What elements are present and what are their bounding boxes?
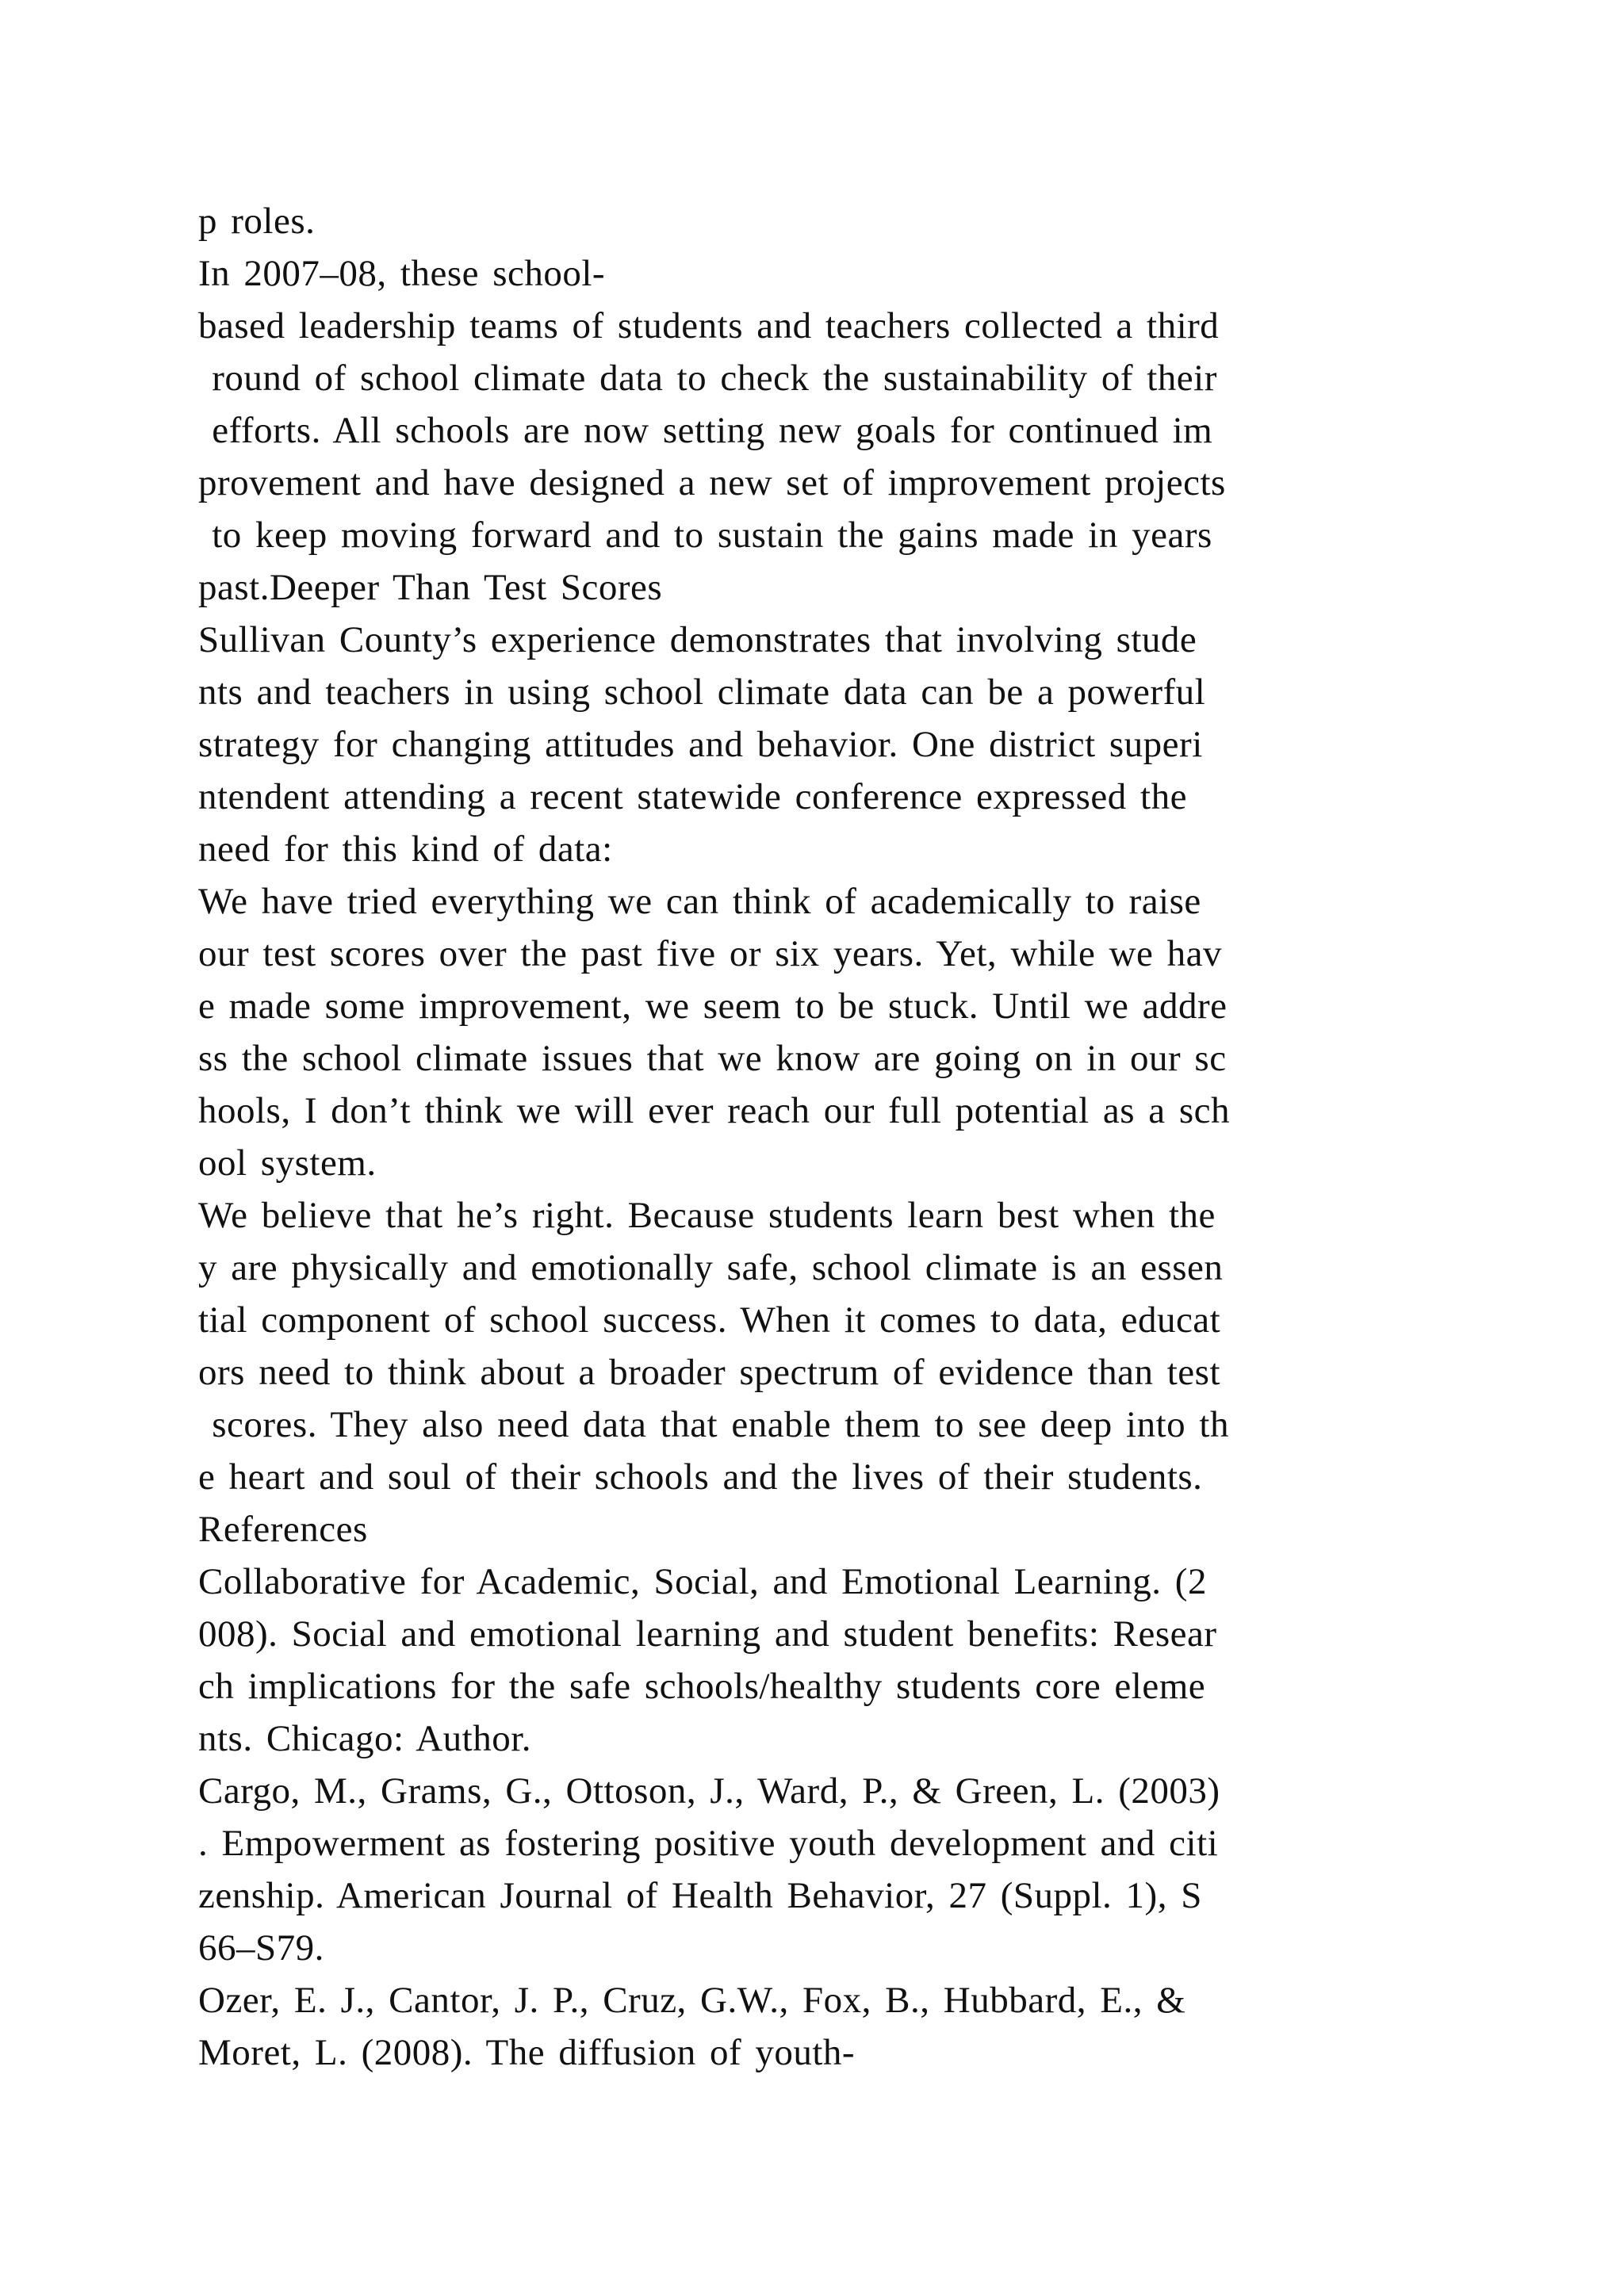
text-line: efforts. All schools are now setting new goals for continued im xyxy=(198,410,1213,451)
reference-line: Moret, L. (2008). The diffusion of youth- xyxy=(198,2032,856,2073)
reference-line: Collaborative for Academic, Social, and Emotional Learning. (2 xyxy=(198,1561,1207,1602)
text-line: We believe that he’s right. Because students learn best when the xyxy=(198,1195,1216,1236)
reference-line: . Empowerment as fostering positive youth development and citi xyxy=(198,1823,1219,1864)
reference-line: zenship. American Journal of Health Behavior, 27 (Suppl. 1), S xyxy=(198,1875,1202,1916)
text-line: to keep moving forward and to sustain the gains made in years xyxy=(198,515,1212,556)
text-line: ors need to think about a broader spectrum of evidence than test xyxy=(198,1352,1221,1393)
section-heading-line: past.Deeper Than Test Scores xyxy=(198,567,663,608)
text-line: nts and teachers in using school climate data can be a powerful xyxy=(198,672,1206,713)
quote-line: hools, I don’t think we will ever reach our full potential as a sch xyxy=(198,1090,1231,1131)
text-line: need for this kind of data: xyxy=(198,828,613,870)
text-line: round of school climate data to check the sustainability of their xyxy=(198,358,1217,399)
text-line: Sullivan County’s experience demonstrates that involving stude xyxy=(198,619,1197,660)
text-line: y are physically and emotionally safe, school climate is an essen xyxy=(198,1247,1224,1288)
references-heading: References xyxy=(198,1509,368,1550)
quote-line: ss the school climate issues that we know are going on in our sc xyxy=(198,1038,1227,1079)
text-line: scores. They also need data that enable them to see deep into th xyxy=(198,1404,1229,1445)
quote-line: We have tried everything we can think of academically to raise xyxy=(198,881,1201,922)
reference-line: nts. Chicago: Author. xyxy=(198,1718,531,1759)
reference-line: 66–S79. xyxy=(198,1927,324,1969)
text-line: tial component of school success. When it comes to data, educat xyxy=(198,1299,1221,1341)
quote-line: e made some improvement, we seem to be stuck. Until we addre xyxy=(198,985,1228,1027)
text-line: based leadership teams of students and teachers collected a third xyxy=(198,305,1220,346)
body-text xyxy=(198,195,1499,2079)
text-line: ntendent attending a recent statewide conference expressed the xyxy=(198,776,1187,817)
text-line: p roles. xyxy=(198,201,316,242)
reference-line: Ozer, E. J., Cantor, J. P., Cruz, G.W., Fox, B., Hubbard, E., & xyxy=(198,1980,1186,2021)
text-line: In 2007–08, these school- xyxy=(198,253,606,294)
quote-line: ool system. xyxy=(198,1142,377,1184)
text-line: provement and have designed a new set of improvement projects xyxy=(198,462,1226,503)
reference-line: 008). Social and emotional learning and student benefits: Resear xyxy=(198,1613,1217,1655)
reference-line: Cargo, M., Grams, G., Ottoson, J., Ward, P., & Green, L. (2003) xyxy=(198,1770,1220,1812)
text-line: strategy for changing attitudes and behavior. One district superi xyxy=(198,724,1203,765)
reference-line: ch implications for the safe schools/healthy students core eleme xyxy=(198,1666,1206,1707)
quote-line: our test scores over the past five or six years. Yet, while we hav xyxy=(198,933,1222,974)
text-line: e heart and soul of their schools and the lives of their students. xyxy=(198,1456,1203,1498)
